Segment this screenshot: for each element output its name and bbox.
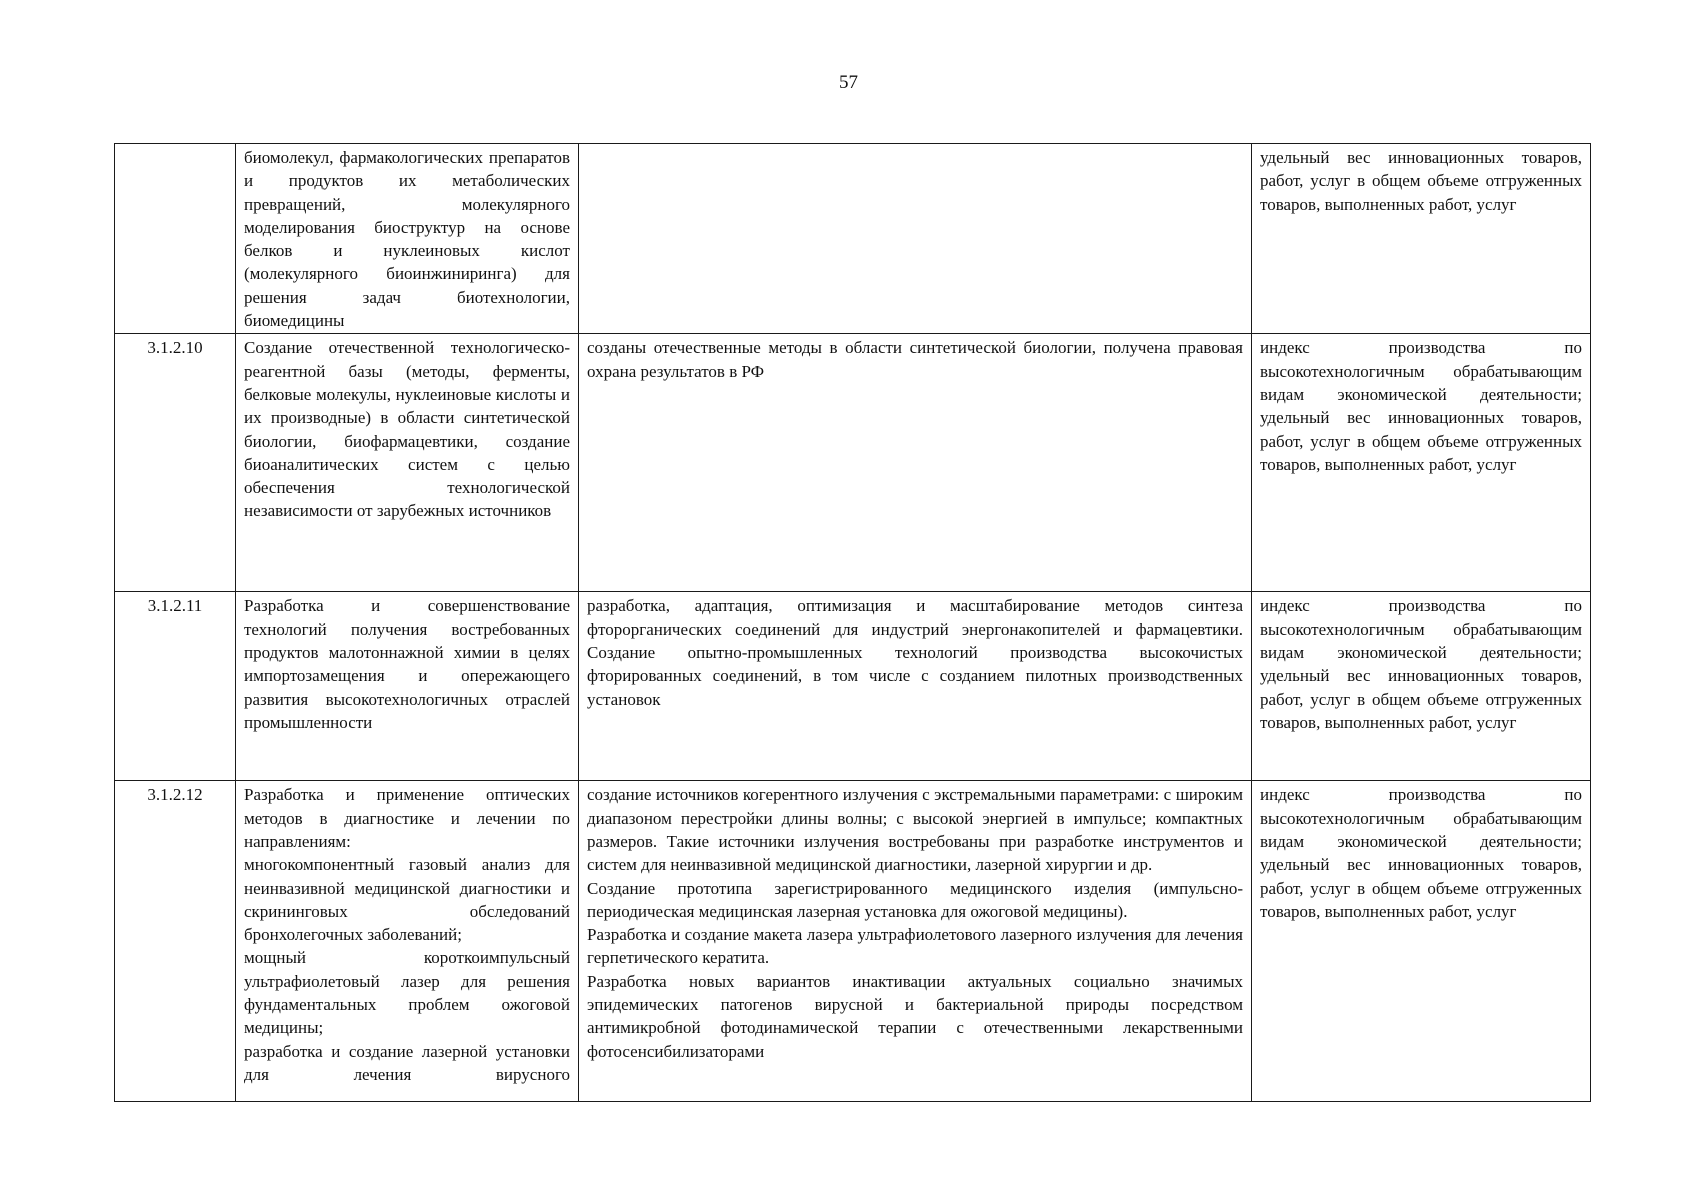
result-cell bbox=[579, 781, 1252, 1102]
task-cell bbox=[236, 144, 579, 334]
task-text: биомолекул, фармакологических препаратов и продуктов их метаболических превращений, молекулярного моделирования биоструктур на основе белков и нуклеиновых кислот (молекулярного биоинжиниринга) для решения задач биотехнологии, биомедицины bbox=[244, 148, 570, 331]
row-number-cell: 3.1.2.11 bbox=[115, 592, 236, 781]
result-text: Разработка и создание макета лазера ультрафиолетового лазерного излучения для лечения герпетического кератита. bbox=[587, 925, 1243, 968]
row-number-cell: 3.1.2.10 bbox=[115, 334, 236, 592]
result-cell bbox=[579, 592, 1252, 781]
result-cell bbox=[579, 334, 1252, 592]
result-text: созданы отечественные методы в области синтетической биологии, получена правовая охрана результатов в РФ bbox=[587, 338, 1243, 381]
task-cell bbox=[236, 781, 579, 1102]
indicators-cell bbox=[1252, 334, 1591, 592]
result-text: разработка, адаптация, оптимизация и масштабирование методов синтеза фторорганических соединений для индустрий энергонакопителей и фармацевтики. Создание опытно-промышленных технологий производства высокочистых фторированных соединений, в том числе с созданием пилотных производственных установок bbox=[587, 596, 1243, 709]
indicator-text: удельный вес инновационных товаров, работ, услуг в общем объеме отгруженных товаров, выполненных работ, услуг bbox=[1260, 148, 1582, 214]
indicator-text: удельный вес инновационных товаров, работ, услуг в общем объеме отгруженных товаров, выполненных работ, услуг bbox=[1260, 855, 1582, 921]
indicator-text: индекс производства по высокотехнологичным обрабатывающим видам экономической деятельности; bbox=[1260, 785, 1582, 851]
row-number-cell: 3.1.2.12 bbox=[115, 781, 236, 1102]
task-text: многокомпонентный газовый анализ для неинвазивной медицинской диагностики и скрининговых обследований бронхолегочных заболеваний; bbox=[244, 855, 570, 945]
task-text: Разработка и применение оптических методов в диагностике и лечении по направлениям: bbox=[244, 785, 570, 851]
task-text: Создание отечественной технологическо-реагентной базы (методы, ферменты, белковые молекулы, нуклеиновые кислоты и их производные) в области синтетической биологии, биофармацевтики, создание биоаналитических систем с целью обеспечения технологической независимости от зарубежных источников bbox=[244, 338, 570, 521]
result-text: Создание прототипа зарегистрированного медицинского изделия (импульсно-периодическая медицинская лазерная установка для ожоговой медицины). bbox=[587, 878, 1243, 921]
indicators-cell bbox=[1252, 781, 1591, 1102]
table-row bbox=[115, 781, 1591, 1102]
indicators-cell bbox=[1252, 592, 1591, 781]
indicators-cell bbox=[1252, 144, 1591, 334]
indicator-text: индекс производства по высокотехнологичным обрабатывающим видам экономической деятельности; bbox=[1260, 338, 1582, 404]
table-row bbox=[115, 144, 1591, 334]
indicator-text: удельный вес инновационных товаров, работ, услуг в общем объеме отгруженных товаров, выполненных работ, услуг bbox=[1260, 408, 1582, 474]
table-row bbox=[115, 592, 1591, 781]
program-table bbox=[114, 143, 1591, 1102]
task-cell bbox=[236, 592, 579, 781]
task-cell bbox=[236, 334, 579, 592]
indicator-text: удельный вес инновационных товаров, работ, услуг в общем объеме отгруженных товаров, выполненных работ, услуг bbox=[1260, 666, 1582, 732]
row-number-cell bbox=[115, 144, 236, 334]
result-text: Разработка новых вариантов инактивации актуальных социально значимых эпидемических патогенов вирусной и бактериальной природы посредством антимикробной фотодинамической терапии с отечественными лекарственными фотосенсибилизаторами bbox=[587, 971, 1243, 1061]
table-row bbox=[115, 334, 1591, 592]
page-number: 57 bbox=[839, 72, 858, 93]
indicator-text: индекс производства по высокотехнологичным обрабатывающим видам экономической деятельности; bbox=[1260, 596, 1582, 662]
task-text: мощный короткоимпульсный ультрафиолетовый лазер для решения фундаментальных проблем ожоговой медицины; bbox=[244, 948, 570, 1038]
task-text: разработка и создание лазерной установки для лечения вирусного bbox=[244, 1041, 570, 1084]
result-cell bbox=[579, 144, 1252, 334]
result-text: создание источников когерентного излучения с экстремальными параметрами: с широким диапазоном перестройки длины волны; с высокой энергией в импульсе; компактных размеров. Такие источники излучения востребованы при разработке инструментов и систем для неинвазивной медицинской диагностики, лазерной хирургии и др. bbox=[587, 785, 1243, 875]
task-text: Разработка и совершенствование технологий получения востребованных продуктов малотоннажной химии в целях импортозамещения и опережающего развития высокотехнологичных отраслей промышленности bbox=[244, 596, 570, 732]
